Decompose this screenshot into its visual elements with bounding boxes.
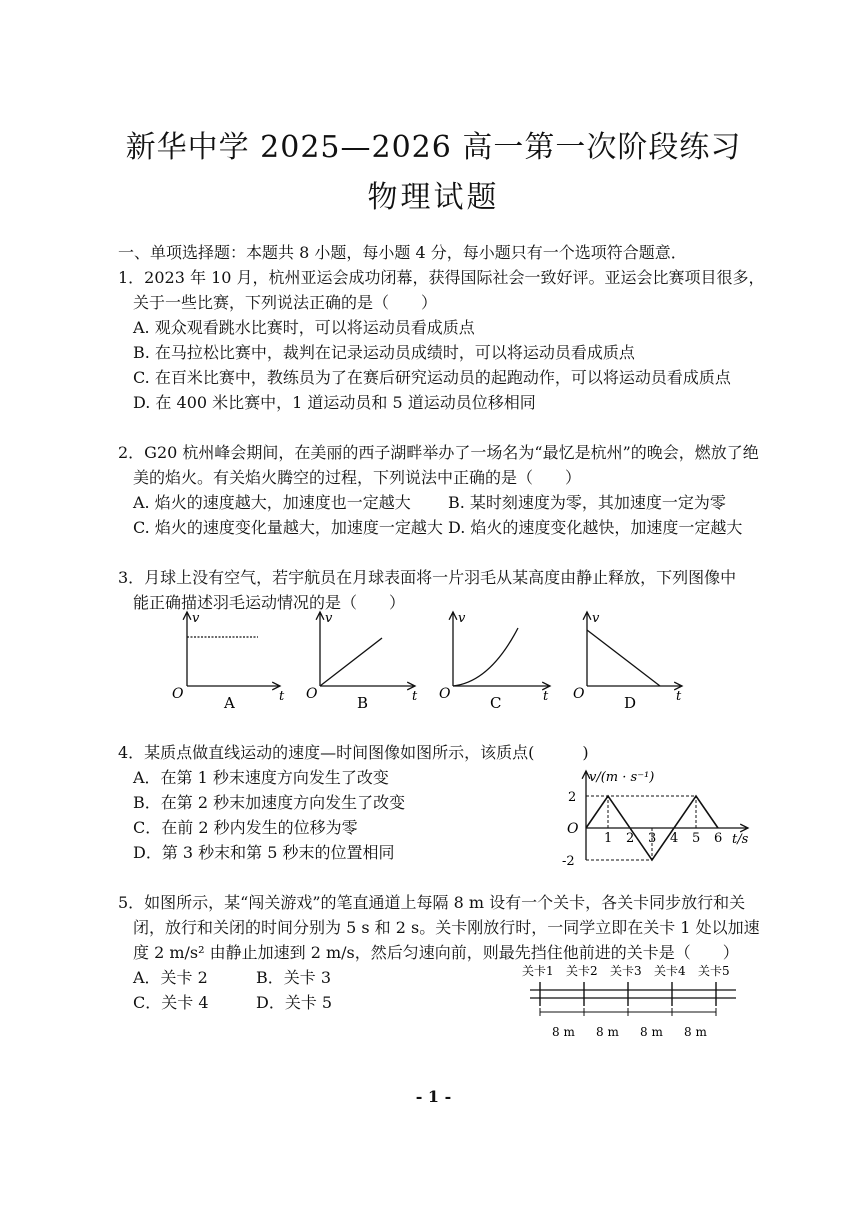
q2-stem-line-2: 美的焰火。有关焰火腾空的过程，下列说法中正确的是（ ） [133,468,582,487]
q1-option-a: A. 观众观看跳水比赛时，可以将运动员看成质点 [133,318,475,337]
q4-y-tick: -2 [562,854,575,865]
q2-stem-line-1: 2．G20 杭州峰会期间，在美丽的西子湖畔举办了一场名为“最忆是杭州”的晚会，燃放了绝 [118,443,759,462]
q3-a-v-label: v [192,611,200,626]
q3-a-origin: O [172,686,184,702]
q5-spacing-label: 8 m [596,1025,619,1039]
q3-a-label: A [224,694,235,712]
q3-d-origin: O [573,686,585,702]
q4-x-tick: 6 [714,831,723,846]
q5-gates-figure [516,960,746,1045]
q3-c-origin: O [439,686,451,702]
q2-option-b: B. 某时刻速度为零，其加速度一定为零 [448,493,726,512]
q4-option-c: C．在前 2 秒内发生的位移为零 [133,818,358,837]
q3-stem-line-2: 能正确描述羽毛运动情况的是（ ） [133,593,406,612]
q3-stem-line-1: 3．月球上没有空气，若宇航员在月球表面将一片羽毛从某高度由静止释放，下列图像中 [118,568,737,587]
q5-gate-label: 关卡5 [698,964,730,978]
q5-option-b: B．关卡 3 [256,968,332,987]
q1-option-b: B. 在马拉松比赛中，裁判在记录运动员成绩时，可以将运动员看成质点 [133,343,635,362]
q1-stem-line-1: 1．2023 年 10 月，杭州亚运会成功闭幕，获得国际社会一致好评。亚运会比赛项目很多， [118,268,765,287]
q3-d-label: D [624,694,637,712]
q4-x-tick: 3 [648,831,657,846]
q5-stem-line-3: 度 2 m/s² 由静止加速到 2 m/s，然后匀速向前，则最先挡住他前进的关卡是（ ） [133,943,739,962]
q4-x-tick: 2 [626,831,635,846]
q5-gate-label: 关卡3 [610,964,642,978]
q3-c-v-label: v [458,611,466,626]
q3-b-label: B [357,694,369,712]
q1-stem-line-2: 关于一些比赛，下列说法正确的是（ ） [133,293,438,312]
q4-option-a: A．在第 1 秒末速度方向发生了改变 [133,768,389,787]
exam-title: 新华中学 2025—2026 高一第一次阶段练习 [125,130,742,165]
q5-option-a: A．关卡 2 [133,968,208,987]
q5-stem-line-1: 5．如图所示，某“闯关游戏”的笔直通道上每隔 8 m 设有一个关卡，各关卡同步放行和关 [118,893,746,912]
q3-b-t-label: t [412,689,418,704]
q5-gate-label: 关卡1 [522,964,554,978]
q4-origin: O [567,821,579,837]
q4-x-tick: 1 [604,831,613,846]
q1-option-c: C. 在百米比赛中，教练员为了在赛后研究运动员的起跑动作，可以将运动员看成质点 [133,368,731,387]
q4-x-tick: 4 [670,831,679,846]
q4-option-d: D．第 3 秒末和第 5 秒末的位置相同 [133,843,395,862]
q2-option-a: A. 焰火的速度越大，加速度也一定越大 [133,493,411,512]
q3-a-t-label: t [279,689,285,704]
q4-y-label: v/(m · s⁻¹) [589,770,655,785]
q3-c-curve [453,628,518,686]
exam-subtitle: 物理试题 [367,180,500,215]
q4-stem: 4．某质点做直线运动的速度—时间图像如图所示，该质点( ) [118,743,589,762]
q2-option-d: D. 焰火的速度变化越快，加速度一定越大 [448,518,743,537]
page-number: - 1 - [415,1087,452,1106]
q5-gate-label: 关卡4 [654,964,686,978]
q5-option-c: C．关卡 4 [133,993,209,1012]
q4-x-tick: 5 [692,831,701,846]
q4-option-b: B．在第 2 秒末加速度方向发生了改变 [133,793,406,812]
q3-graph-d [573,611,682,712]
q1-option-d: D. 在 400 米比赛中，1 道运动员和 5 道运动员位移相同 [133,393,536,412]
q3-b-curve [320,638,382,686]
q3-graph-a [172,611,285,712]
q3-d-t-label: t [676,689,682,704]
q5-option-d: D．关卡 5 [256,993,333,1012]
q4-vt-chart [556,765,756,865]
section-heading: 一、单项选择题：本题共 8 小题，每小题 4 分，每小题只有一个选项符合题意． [118,243,687,262]
q4-x-label: t/s [732,832,749,847]
q5-gate-label: 关卡2 [566,964,598,978]
q3-graph-b [306,611,418,712]
q5-spacing-label: 8 m [552,1025,575,1039]
q3-graphs [160,604,720,714]
q3-d-v-label: v [592,611,600,626]
q3-d-curve [587,630,660,686]
q3-graph-c [439,611,550,712]
q5-spacing-label: 8 m [640,1025,663,1039]
q3-b-origin: O [306,686,318,702]
q5-stem-line-2: 闭，放行和关闭的时间分别为 5 s 和 2 s。关卡刚放行时，一同学立即在关卡 1 处以加速 [133,918,760,937]
q3-b-v-label: v [325,611,333,626]
q2-option-c: C. 焰火的速度变化量越大，加速度一定越大 [133,518,443,537]
q4-y-tick: 2 [568,790,577,805]
q5-spacing-label: 8 m [684,1025,707,1039]
q3-c-label: C [490,694,502,712]
q3-c-t-label: t [543,689,549,704]
